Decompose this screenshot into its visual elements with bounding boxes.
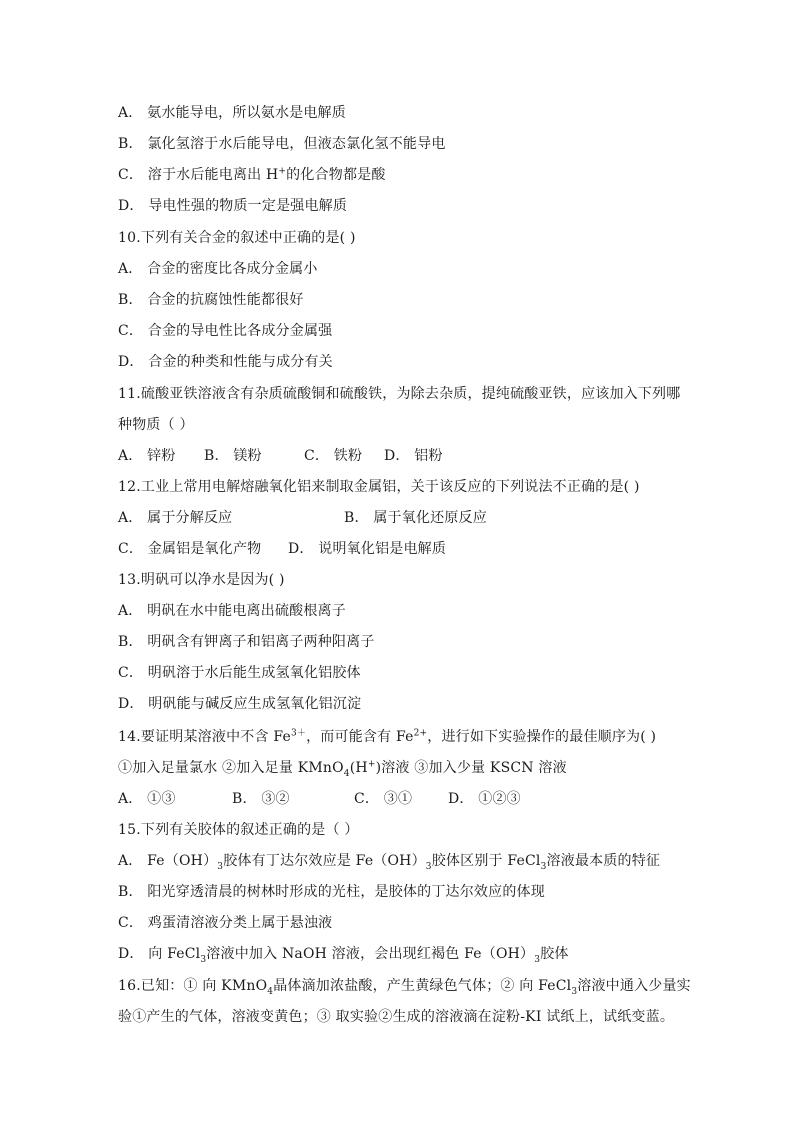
q15-option-d: D． 向 FeCl$_3$溶液中加入 NaOH 溶液，会出现红褐色 $Fe(OH)_3$胶体 [118, 946, 569, 965]
q13-option-a: A． 明矾在水中能电离出硫酸根离子 [118, 603, 346, 619]
q9-option-b: B． 氯化氢溶于水后能导电，但液态氯化氢不能导电 [118, 136, 446, 152]
q10-option-b: B． 合金的抗腐蚀性能都很好 [118, 292, 304, 308]
q15-option-b: B． 阳光穿透清晨的树林时形成的光柱，是胶体的丁达尔效应的体现 [118, 884, 545, 900]
q10-option-d: D． 合金的种类和性能与成分有关 [118, 354, 333, 370]
q12-option-d: D． 说明氧化铝是电解质 [288, 541, 447, 557]
q13-stem: 13.明矾可以净水是因为( ) [118, 572, 285, 588]
q12-option-c: C． 金属铝是氧化产物 [118, 541, 262, 557]
q12-option-a: A． 属于分解反应 [118, 510, 233, 526]
q9-option-c: C． 溶于水后能电离出 H+的化合物都是酸 [118, 166, 386, 183]
q14-operations: ①加入足量氯水 ②加入足量 KMnO$_4$(H+)溶液 ③加入少量 KSCN 溶液 [118, 759, 567, 779]
q12-options-row1 [118, 508, 487, 528]
q14-option-c: C． ③① [354, 791, 413, 807]
q15-option-c: C． 鸡蛋清溶液分类上属于悬浊液 [118, 915, 333, 931]
q13-option-d: D． 明矾能与碱反应生成氢氧化铝沉淀 [118, 696, 362, 712]
q11-option-a: A． 锌粉 [118, 448, 176, 464]
q16-stem-line2: 验①产生的气体，溶液变黄色；③ 取实验②生成的溶液滴在淀粉-KI 试纸上，试纸变蓝。 [118, 1009, 675, 1025]
q9-option-a: A． 氨水能导电，所以氨水是电解质 [118, 105, 346, 121]
q11-options [118, 446, 443, 466]
q12-option-b: B． 属于氧化还原反应 [344, 510, 487, 526]
q14-option-d: D． ①②③ [448, 791, 521, 807]
q12-stem: 12.工业上常用电解熔融氧化铝来制取金属铝，关于该反应的下列说法不正确的是( ) [118, 479, 640, 495]
q11-option-d: D． 铝粉 [384, 448, 443, 464]
q10-option-c: C． 合金的导电性比各成分金属强 [118, 323, 333, 339]
q15-option-a: A． $Fe(OH)_3$胶体有丁达尔效应是 $Fe(OH)_3$胶体区别于 FeCl$_3$溶液最本质的特征 [118, 853, 661, 872]
q9-option-d: D． 导电性强的物质一定是强电解质 [118, 198, 348, 214]
q14-stem: 14.要证明某溶液中不含 $Fe^{3+}$，而可能含有 $Fe^{2+}$，进行如下实验操作的最佳顺序为( ) [118, 728, 657, 745]
q15-stem: 15.下列有关胶体的叙述正确的是（ ） [118, 822, 359, 838]
q10-stem: 10.下列有关合金的叙述中正确的是( ) [118, 230, 356, 246]
q16-stem-line1: 16.已知：① 向 KMnO$_4$晶体滴加浓盐酸，产生黄绿色气体；② 向 FeCl$_3$溶液中通入少量实 [118, 978, 691, 997]
q11-option-b: B． 镁粉 [204, 448, 262, 464]
q13-option-b: B． 明矾含有钾离子和铝离子两种阳离子 [118, 634, 375, 650]
q13-option-c: C． 明矾溶于水后能生成氢氧化铝胶体 [118, 665, 361, 681]
q11-stem-line2: 种物质（ ） [118, 417, 194, 433]
q14-option-b: B． ③② [232, 791, 290, 807]
q11-option-c: C． 铁粉 [304, 448, 363, 464]
q14-options [118, 789, 521, 809]
q10-option-a: A． 合金的密度比各成分金属小 [118, 261, 318, 277]
q12-options-row2 [118, 539, 446, 559]
q14-option-a: A． ①③ [118, 791, 176, 807]
q11-stem-line1: 11.硫酸亚铁溶液含有杂质硫酸铜和硫酸铁，为除去杂质，提纯硫酸亚铁，应该加入下列哪 [118, 386, 681, 402]
